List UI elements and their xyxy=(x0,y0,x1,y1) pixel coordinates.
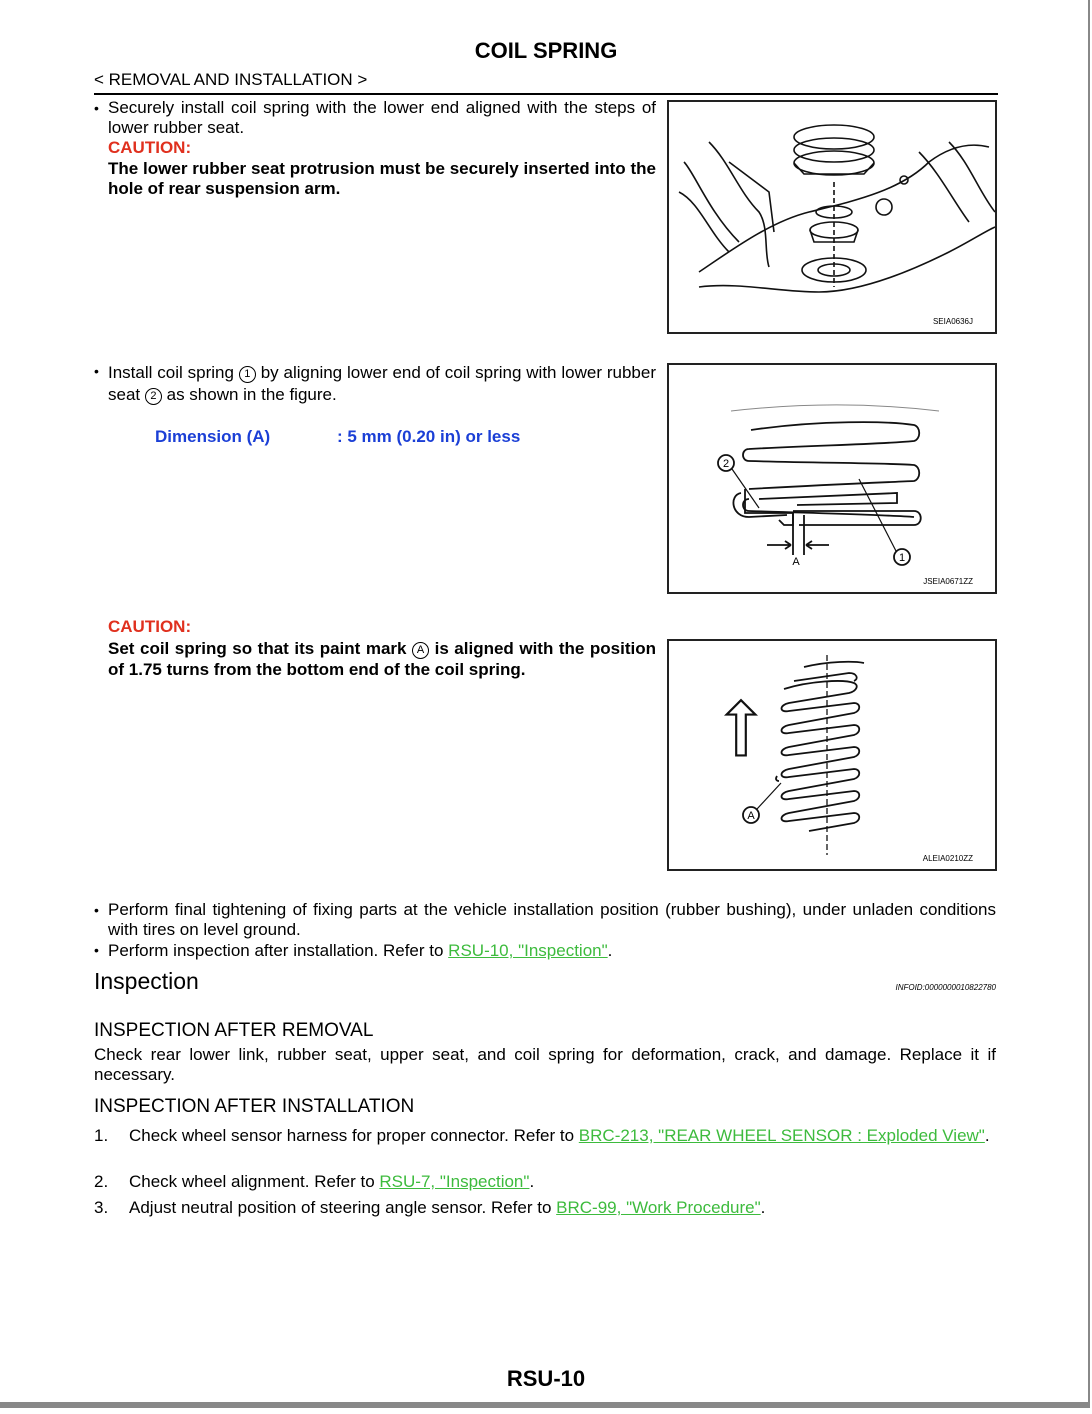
spring-seat-illustration xyxy=(669,365,995,592)
callout-1: 1 xyxy=(898,552,906,564)
inspection-step-2 xyxy=(129,1172,534,1192)
inspection-step-2-tail: . xyxy=(529,1172,535,1191)
callout-mark-2: 2 xyxy=(145,388,162,405)
coil-seat-illustration xyxy=(669,102,995,332)
callout-a: A xyxy=(747,810,755,822)
spring-paint-mark-illustration xyxy=(669,641,995,869)
inspection-ref-text xyxy=(108,941,612,961)
info-id: INFOID:0000000010822780 xyxy=(895,983,996,992)
section-breadcrumb: < REMOVAL AND INSTALLATION > xyxy=(94,70,368,89)
after-removal-heading: INSPECTION AFTER REMOVAL xyxy=(94,1020,374,1041)
figure-paint-mark xyxy=(667,639,997,871)
figure-seat-install xyxy=(667,100,997,334)
inspection-ref-lead: Perform inspection after installation. Refer to xyxy=(108,941,449,960)
dimension-value: : 5 mm (0.20 in) or less xyxy=(337,427,521,446)
page-footer: RSU-10 xyxy=(506,1366,586,1391)
figure-id: ALEIA0210ZZ xyxy=(922,854,973,863)
bullet-marker: • xyxy=(94,363,99,379)
inspection-step-2-text: Check wheel alignment. Refer to xyxy=(129,1172,380,1191)
figure-spring-alignment xyxy=(667,363,997,594)
callout-2: 2 xyxy=(722,458,730,470)
final-tightening-text: Perform final tightening of fixing parts at the vehicle installation position (rubber bushing), under unladen conditions with tires on level ground. xyxy=(108,900,996,939)
inspection-step-3 xyxy=(129,1198,765,1218)
link-brc-213[interactable]: BRC-213, "REAR WHEEL SENSOR : Exploded View" xyxy=(578,1126,985,1145)
caution-text xyxy=(108,638,656,680)
caution-text-a: Set coil spring so that its paint mark xyxy=(108,639,407,658)
caution-label: CAUTION: xyxy=(108,138,192,157)
bullet-marker: • xyxy=(94,100,99,116)
step2-text-a: Install coil spring xyxy=(108,363,234,382)
inspection-step-1-tail: . xyxy=(984,1126,990,1145)
step2-text-b: by aligning lower end of coil spring with lower rubber seat xyxy=(108,363,656,404)
step-number: 1. xyxy=(94,1126,109,1145)
inspection-ref-tail: . xyxy=(607,941,613,960)
figure-id: JSEIA0671ZZ xyxy=(923,577,973,586)
header-rule xyxy=(94,93,998,95)
step2-text xyxy=(108,362,656,406)
inspection-step-1-text: Check wheel sensor harness for proper connector. Refer to xyxy=(129,1126,579,1145)
inspection-heading: Inspection xyxy=(94,968,199,994)
step-number: 2. xyxy=(94,1172,109,1191)
after-installation-heading: INSPECTION AFTER INSTALLATION xyxy=(94,1096,415,1117)
caution-text: The lower rubber seat protrusion must be securely inserted into the hole of rear suspension arm. xyxy=(108,159,656,198)
link-rsu-10-inspection[interactable]: RSU-10, "Inspection" xyxy=(448,941,608,960)
caution-text-b: is aligned with the position of 1.75 turns from the bottom end of the coil spring. xyxy=(108,639,656,679)
page-title: COIL SPRING xyxy=(474,38,618,63)
link-rsu-7-inspection[interactable]: RSU-7, "Inspection" xyxy=(379,1172,530,1191)
inspection-step-3-tail: . xyxy=(760,1198,766,1217)
figure-id: SEIA0636J xyxy=(932,317,973,326)
step-number: 3. xyxy=(94,1198,109,1217)
bullet-marker: • xyxy=(94,902,99,918)
step1-text: Securely install coil spring with the lower end aligned with the steps of lower rubber seat. xyxy=(108,98,656,137)
link-brc-99-work-procedure[interactable]: BRC-99, "Work Procedure" xyxy=(556,1198,761,1217)
after-removal-text: Check rear lower link, rubber seat, upper seat, and coil spring for deformation, crack, and damage. Replace it if necessary. xyxy=(94,1045,996,1084)
step2-text-c: as shown in the figure. xyxy=(166,385,337,404)
bullet-marker: • xyxy=(94,942,99,958)
inspection-step-3-text: Adjust neutral position of steering angle sensor. Refer to xyxy=(129,1198,557,1217)
callout-mark-a: A xyxy=(412,642,429,659)
caution-label: CAUTION: xyxy=(108,617,192,636)
callout-mark-1: 1 xyxy=(239,366,256,383)
dimension-label: Dimension (A) xyxy=(155,427,271,446)
inspection-step-1 xyxy=(129,1126,996,1146)
callout-a: A xyxy=(792,556,800,568)
